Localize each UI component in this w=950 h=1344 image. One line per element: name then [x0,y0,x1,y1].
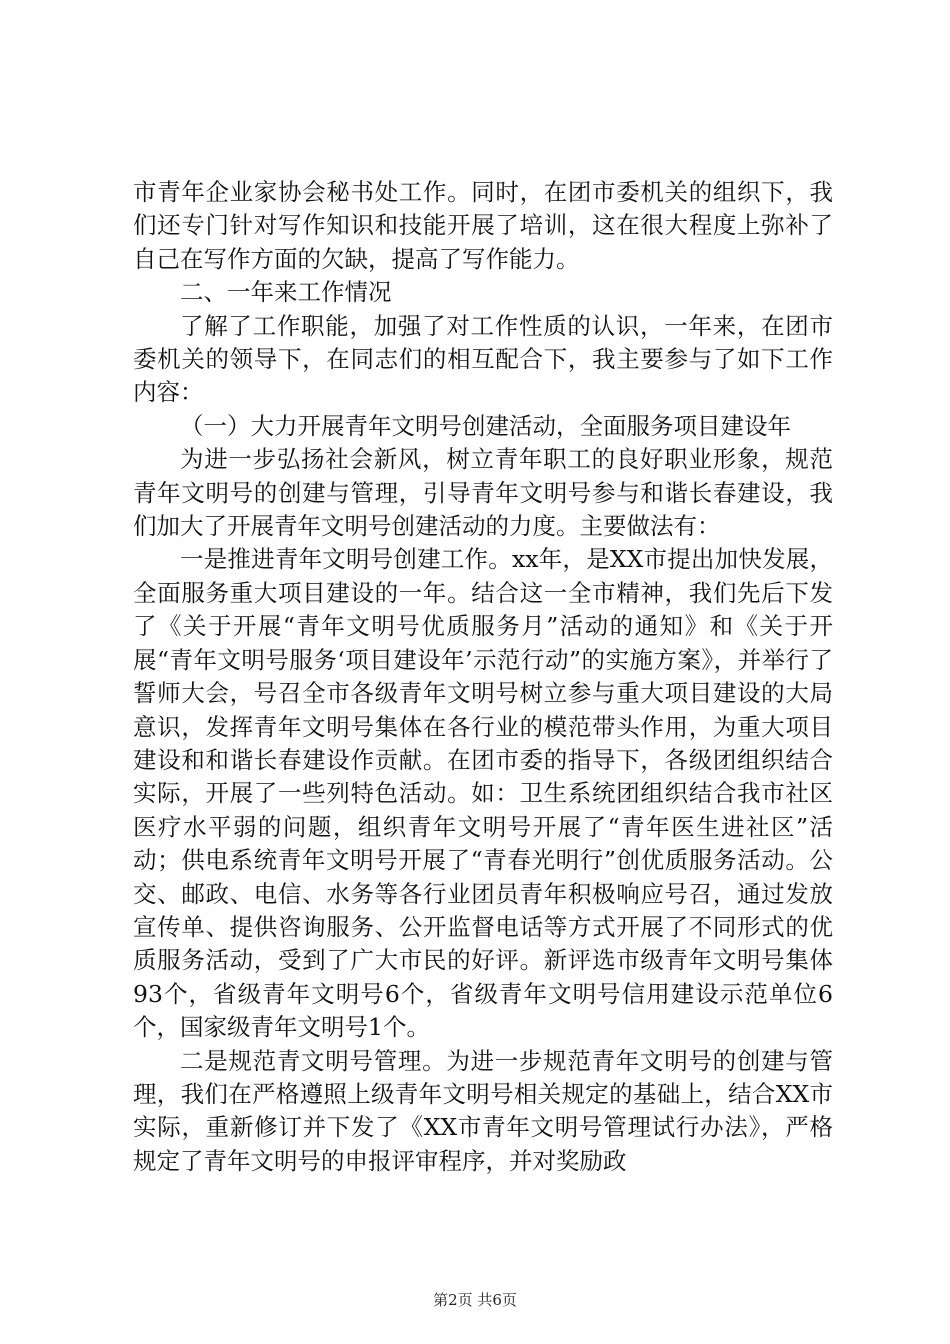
paragraph-continuation: 市青年企业家协会秘书处工作。同时，在团市委机关的组织下，我们还专门针对写作知识和技能开展了培训，这在很大程度上弥补了自己在写作方面的欠缺，提高了写作能力。 [133,178,833,273]
paragraph-point-one: 一是推进青年文明号创建工作。xx年，是XX市提出加快发展，全面服务重大项目建设的一年。结合这一全市精神，我们先后下发了《关于开展“青年文明号优质服务月”活动的通知》和《关于开展“青年文明号服务‘项目建设年’示范行动”的实施方案》，并举行了誓师大会，号召全市各级青年文明号树立参与重大项目建设的大局意识，发挥青年文明号集体在各行业的模范带头作用，为重大项目建设和和谐长春建设作贡献。在团市委的指导下，各级团组织结合实际，开展了一些列特色活动。如：卫生系统团组织结合我市社区医疗水平弱的问题，组织青年文明号开展了“青年医生进社区”活动；供电系统青年文明号开展了“青春光明行”创优质服务活动。公交、邮政、电信、水务等各行业团员青年积极响应号召，通过发放宣传单、提供咨询服务、公开监督电话等方式开展了不同形式的优质服务活动，受到了广大市民的好评。新评选市级青年文明号集体93个，省级青年文明号6个，省级青年文明号信用建设示范单位6个，国家级青年文明号1个。 [133,545,833,1042]
page-footer: 第2页 共6页 [433,1291,517,1309]
paragraph-purpose: 为进一步弘扬社会新风，树立青年职工的良好职业形象，规范青年文明号的创建与管理，引导青年文明号参与和谐长春建设，我们加大了开展青年文明号创建活动的力度。主要做法有： [133,445,833,541]
subsection-heading: （一）大力开展青年文明号创建活动，全面服务项目建设年 [180,411,791,440]
document-body [133,176,833,1178]
paragraph-intro: 了解了工作职能，加强了对工作性质的认识，一年来，在团市委机关的领导下，在同志们的相互配合下，我主要参与了如下工作内容： [133,311,833,407]
paragraph-point-two: 二是规范青文明号管理。为进一步规范青年文明号的创建与管理，我们在严格遵照上级青年文明号相关规定的基础上，结合XX市实际，重新修订并下发了《XX市青年文明号管理试行办法》，严格规定了青年文明号的申报评审程序，并对奖励政 [133,1046,833,1175]
section-heading: 二、一年来工作情况 [180,278,392,307]
